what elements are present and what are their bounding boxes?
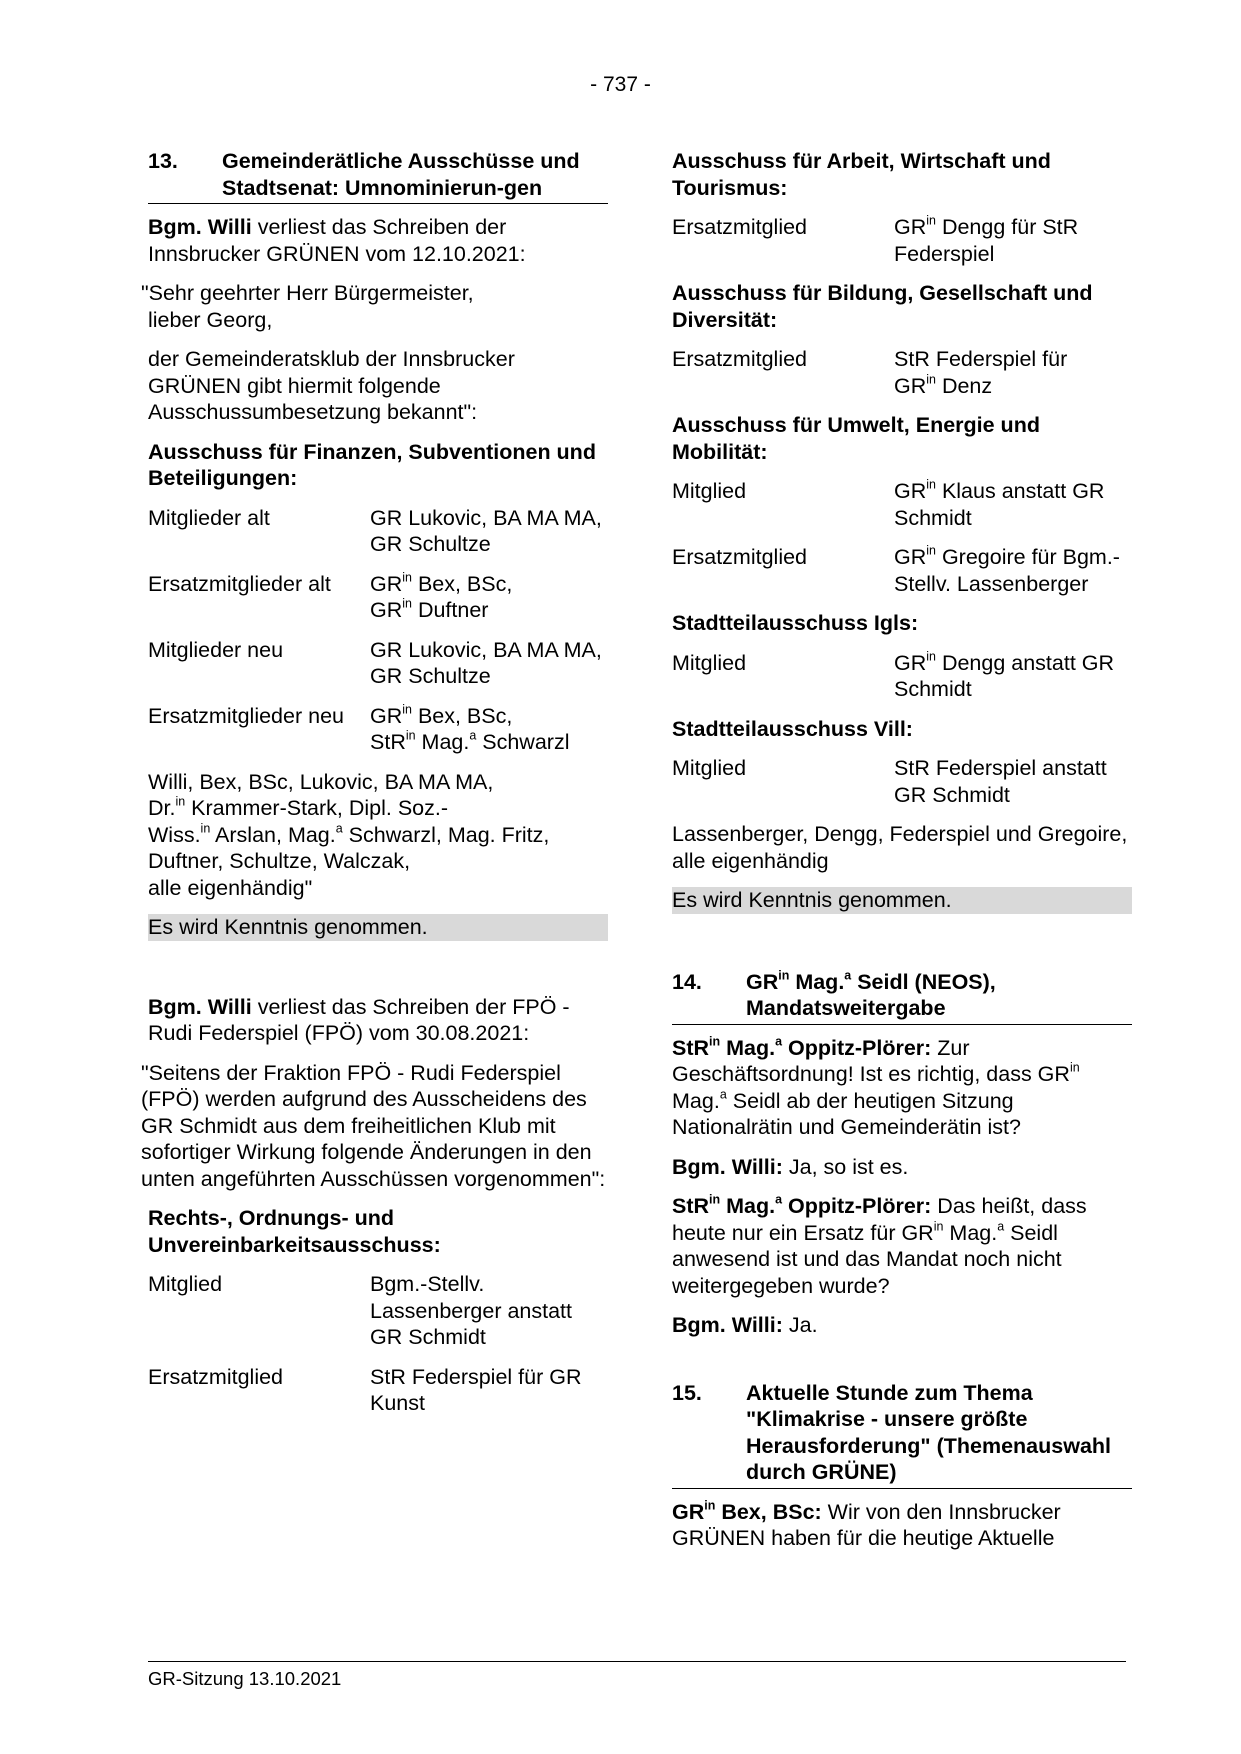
paragraph: Bgm. Willi: Ja.	[672, 1313, 818, 1337]
member-row: Mitglieder neu GR Lukovic, BA MA MA, GR Schultze	[148, 637, 602, 688]
member-row: Ersatzmitglied $GR^{in}$ Dengg für StR Federspiel	[672, 213, 1079, 266]
paragraph: Bgm. Willi: Ja, so ist es.	[672, 1154, 909, 1179]
quote-body: der Gemeinderatsklub der Innsbrucker GRÜNEN gibt hiermit folgende Ausschussumbesetzung bekannt":	[148, 347, 515, 424]
paragraph: Bgm. Willi verliest das Schreiben der Innsbrucker GRÜNEN vom 12.10.2021:	[148, 215, 526, 266]
signatures: Willi, Bex, BSc, Lukovic, BA MA MA, Dr.$^{in}$ Krammer-Stark, Dipl. Soz.- Wiss.$^{in}$ Arslan, Mag.$^a$ Schwarzl, Mag. Fritz, Duftner, Schultze, Walczak, alle eigenhändig"	[148, 769, 550, 900]
committee-heading: Ausschuss für Arbeit, Wirtschaft und Tourismus:	[672, 149, 1051, 200]
section-number: 14.	[672, 969, 702, 994]
member-row: Ersatzmitglieder alt $GR^{in}$ Bex, BSc, $GR^{in}$ Duftner	[148, 570, 513, 622]
page-number: - 737 -	[590, 73, 651, 96]
paragraph: $GR^{in}$ Bex, BSc: Wir von den Innsbrucker GRÜNEN haben für die heutige Aktuelle	[672, 1498, 1061, 1550]
resolution-note: Es wird Kenntnis genommen.	[148, 914, 608, 941]
member-row: Mitglied $GR^{in}$ Klaus anstatt GR Schmidt	[672, 477, 1105, 530]
paragraph: StR$^{in}$ Mag.$^a$ Oppitz-Plörer: Das heißt, dass heute nur ein Ersatz für $GR^{in}$ Mag.$^a$ Seidl anwesend ist und das Mandat noch nicht weitergegeben wurde?	[672, 1192, 1087, 1298]
quote-salutation: "Sehr geehrter Herr Bürgermeister,	[141, 281, 474, 305]
quote-body: "Seitens der Fraktion FPÖ - Rudi Federspiel (FPÖ) werden aufgrund des Ausscheidens des GR Schmidt aus dem freiheitlichen Klub mit sofortiger Wirkung folgende Änderungen in den unten angeführten Ausschüssen vorgenommen":	[141, 1060, 606, 1191]
signatures: Lassenberger, Dengg, Federspiel und Gregoire, alle eigenhändig	[672, 822, 1128, 873]
committee-heading: Ausschuss für Umwelt, Energie und Mobilität:	[672, 413, 1040, 464]
left-column	[141, 148, 608, 1430]
paragraph: Bgm. Willi verliest das Schreiben der FPÖ - Rudi Federspiel (FPÖ) vom 30.08.2021:	[148, 994, 570, 1045]
member-row: Ersatzmitglied $GR^{in}$ Gregoire für Bgm.-Stellv. Lassenberger	[672, 543, 1120, 596]
section-number: 15.	[672, 1380, 702, 1405]
section-title: Gemeinderätliche Ausschüsse und Stadtsenat: Umnominierun-gen	[222, 149, 580, 200]
right-column	[672, 148, 1132, 1565]
member-row: Mitglied Bgm.-Stellv. Lassenberger anstatt GR Schmidt	[148, 1272, 572, 1349]
committee-heading: Stadtteilausschuss Igls:	[672, 611, 919, 635]
quote-salutation-2: lieber Georg,	[148, 307, 273, 332]
committee-heading: Ausschuss für Bildung, Gesellschaft und Diversität:	[672, 281, 1093, 332]
section-heading-15	[672, 1380, 1132, 1489]
committee-heading: Stadtteilausschuss Vill:	[672, 716, 913, 741]
paragraph: StR$^{in}$ Mag.$^a$ Oppitz-Plörer: Zur Geschäftsordnung! Ist es richtig, dass $GR^{in}$ Mag.$^a$ Seidl ab der heutigen Sitzung Nationalrätin und Gemeinderätin ist?	[672, 1034, 1080, 1139]
section-title: $GR^{in}$ Mag.$^a$ Seidl (NEOS), Mandatsweitergabe	[746, 968, 996, 1020]
member-row: Ersatzmitglieder neu $GR^{in}$ Bex, BSc, StR$^{in}$ Mag.$^a$ Schwarzl	[148, 702, 570, 754]
committee-heading: Rechts-, Ordnungs- und Unvereinbarkeitsausschuss:	[148, 1206, 441, 1257]
footer: GR-Sitzung 13.10.2021	[148, 1661, 1126, 1693]
member-row: Mitglied $GR^{in}$ Dengg anstatt GR Schmidt	[672, 649, 1115, 701]
section-heading-13	[148, 148, 608, 204]
section-title: Aktuelle Stunde zum Thema "Klimakrise - unsere größte Herausforderung" (Themenauswahl durch GRÜNE)	[746, 1380, 1112, 1484]
member-row: Mitglieder alt GR Lukovic, BA MA MA, GR Schultze	[148, 505, 602, 556]
section-heading-14	[672, 969, 1132, 1025]
member-row: Ersatzmitglied StR Federspiel für $GR^{in}$ Denz	[672, 347, 1068, 398]
member-row: Ersatzmitglied StR Federspiel für GR Kunst	[148, 1364, 582, 1415]
committee-heading: Ausschuss für Finanzen, Subventionen und Beteiligungen:	[148, 439, 596, 490]
section-number: 13.	[148, 149, 178, 173]
resolution-note: Es wird Kenntnis genommen.	[672, 887, 1132, 914]
member-row: Mitglied StR Federspiel anstatt GR Schmidt	[672, 756, 1107, 807]
